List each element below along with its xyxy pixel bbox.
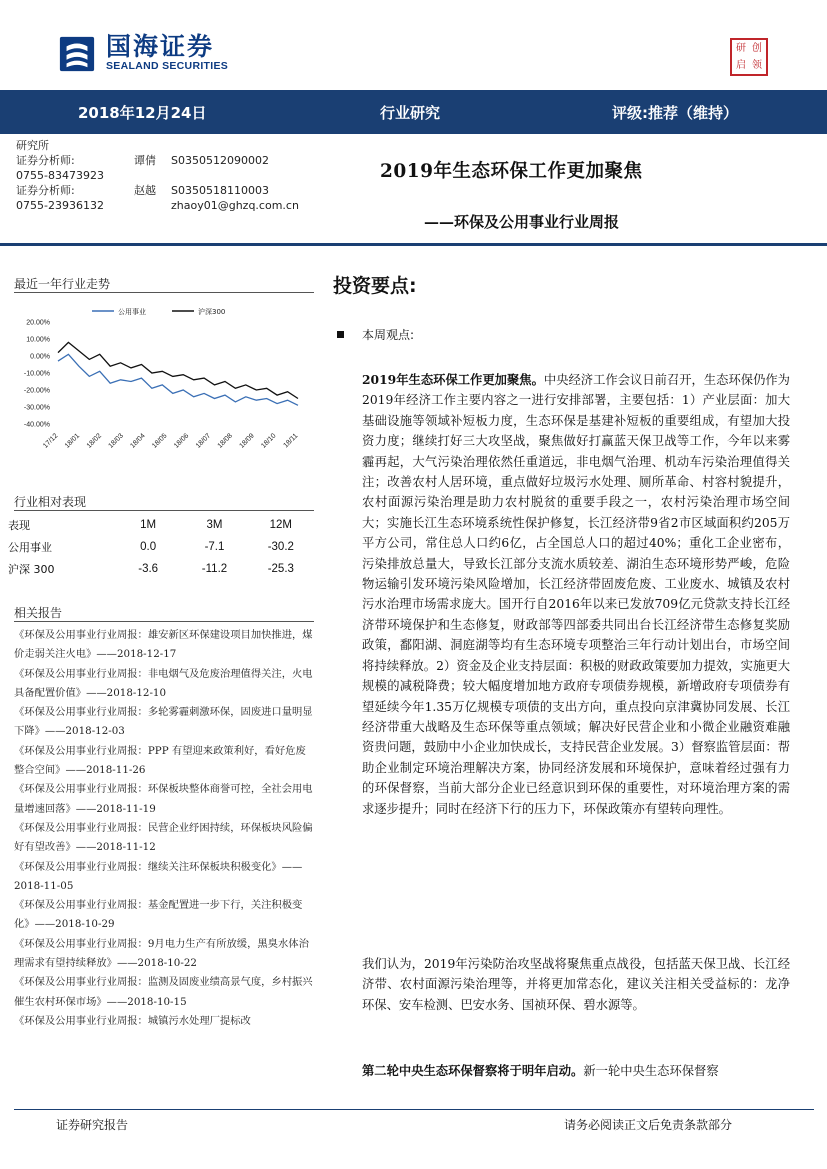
sealand-logo-icon [58,35,96,73]
brand-name-en: SEALAND SECURITIES [106,60,229,72]
paragraph-3-lead: 第二轮中央生态环保督察将于明年启动。 [362,1063,584,1078]
table-header-row [8,514,314,536]
related-report-link[interactable]: 《环保及公用事业行业周报：基金配置进一步下行，关注积极变化》——2018-10-29 [14,899,303,931]
section-divider [14,510,314,511]
table-cell: -30.2 [267,541,294,553]
y-tick-label: 0.00% [30,353,50,361]
related-report-link[interactable]: 《环保及公用事业行业周报：监测及固废业绩高景气度，乡村振兴催生农村环保市场》——2018-10-15 [14,976,313,1008]
table-cell: -11.2 [201,563,228,575]
seal-stamp-icon: 研 创 启 领 [730,38,768,76]
report-subtitle: ——环保及公用事业行业周报 [424,213,620,231]
table-cell: -7.1 [204,541,225,553]
report-type: 行业研究 [380,104,441,122]
x-tick-label: 17/12 [42,432,60,450]
related-report-link[interactable]: 《环保及公用事业行业周报：PPP 有望迎来政策利好，看好危废整合空间》——2018-11-26 [14,744,306,777]
section-divider [14,292,314,293]
related-report-link[interactable]: 《环保及公用事业行业周报：民营企业纾困持续，环保板块风险偏好有望改善》——2018-11-12 [14,821,313,854]
x-tick-label: 18/10 [260,432,278,450]
x-tick-label: 18/09 [238,432,256,450]
paragraph-3 [362,1061,790,1081]
paragraph-2: 我们认为，2019年污染防治攻坚战将聚焦重点战役，包括蓝天保卫战、长江经济带、农村面源污染治理等，并将更加常态化，建议关注相关受益标的：龙净环保、安车检测、巴安水务、国祯环保、碧水源等。 [362,957,790,1012]
paragraph-1-lead: 2019年生态环保工作更加聚焦。 [362,372,544,387]
trend-chart [14,300,314,460]
analyst-cert: S0350518110003 [171,184,269,197]
report-rating: 评级:推荐（维持） [612,104,738,122]
paragraph-1 [362,370,790,819]
analyst-row: 证券分析师: 赵越 S0350518110003 [16,184,269,197]
analyst-email[interactable]: zhaoy01@ghzq.com.cn [171,199,299,212]
paragraph-1-body: 中央经济工作会议日前召开，生态环保仍作为2019年经济工作主要内容之一进行安排部署，主要包括：1）产业层面：加大基础设施等领域补短板力度，生态环保是基建补短板的重要组成，有望加大投资力度；继续打好三大攻坚战，聚焦做好打赢蓝天保卫战等工作，今年以来雾霾再起，大气污染治理依然任重道远，非电烟气治理、机动车污染治理值得关注；改善农村人居环境，重点做好垃圾污水处理、厕所革命、村容村貌提升，农村面源污染治理是助力农村脱贫的重要手段之一，农村污染治理市场空间大；实施长江生态环境系统性保护修复，长江经济带9省2市区域面积约205万平方公司，常住总人口约6亿，占全国总人口的超过40%；重化工企业密布，污染排放总量大，导致长江部分支流水质较差、湖泊生态环境形势严峻，危险物运输引发环境污染风险增加，长江经济带固废危废、工业废水、城镇及农村污水治理市场需求庞大。国开行自2016年以来已发放709亿元贷款支持长江经济带环境保护和生态修复，财政部等四部委共同出台长江经济带生态修复奖励政策，鄱阳湖、洞庭湖等均有生态环境专项整治三年行动计划出台，市场空间将持续释放。2）资金及企业支持层面：积极的财政政策要加力提效，实施更大规模的减税降费；较大幅度增加地方政府专项债券规模，新增政府专项债券有望延续今年1.35万亿规模专项债的支出方向，重点投向京津冀协同发展、长江经济带重大战略及生态环保等重点领域；解决好民营企业和小微企业融资难融资贵问题，鼓励中小企业加快成长，支持民营企业发展。3）督察监管层面：帮助企业制定环境治理解决方案，协同经济发展和环境保护，意味着经过强有力的环保督察，当前大部分企业已经意识到环保的重要性，对环境治理方案的需求逐步提升；同时在经济下行的压力下，环保政策亦有望转向理性。 [362,373,790,816]
table-row [8,558,314,580]
paragraph-3-body: 新一轮中央生态环保督察 [583,1064,719,1078]
table-cell: 公用事业 [8,541,52,554]
table-header: 表现 [8,519,30,532]
investment-title: 投资要点: [333,275,417,297]
x-tick-label: 18/01 [63,432,82,450]
analyst-cert: S0350512090002 [171,154,269,167]
related-report-link[interactable]: 《环保及公用事业行业周报：9月电力生产有所放缓，黑臭水体治理需求有望持续释放》——2018-10-22 [14,937,309,970]
header-divider [0,243,827,246]
x-tick-label: 18/07 [194,432,213,450]
related-reports-list [14,626,314,1031]
footer-left: 证券研究报告 [56,1118,129,1132]
performance-table [8,514,314,580]
x-tick-label: 18/11 [282,432,300,450]
trend-chart-svg [14,300,314,460]
footer-divider [14,1109,814,1110]
related-report-link[interactable]: 《环保及公用事业行业周报：继续关注环保板块积极变化》——2018-11-05 [14,860,303,892]
analyst-name: 赵越 [134,184,156,197]
related-report-link[interactable]: 《环保及公用事业行业周报：多轮雾霾刺激环保，固废进口量明显下降》——2018-12-03 [14,706,313,738]
table-header: 1M [140,519,157,531]
related-report-link[interactable]: 《环保及公用事业行业周报：城镇污水处理厂提标改 [14,1014,251,1027]
table-row [8,536,314,558]
table-cell: -3.6 [138,563,159,575]
series-line [58,342,298,398]
related-report-link[interactable]: 《环保及公用事业行业周报：环保板块整体商誉可控，全社会用电量增速回落》——2018-11-19 [14,783,313,815]
table-cell: 0.0 [140,541,157,553]
x-tick-label: 18/05 [151,432,169,450]
trend-section-label: 最近一年行业走势 [14,277,111,291]
related-report-link[interactable]: 《环保及公用事业行业周报：非电烟气及危废治理值得关注，火电具备配置价值》——2018-12-10 [14,667,313,699]
legend-label: 沪深300 [198,308,226,316]
y-tick-label: 10.00% [26,336,50,344]
legend-label: 公用事业 [118,308,146,316]
related-section-label: 相关报告 [14,606,63,620]
y-tick-label: 20.00% [26,319,50,327]
y-tick-label: -10.00% [23,370,50,378]
brand-logo [58,34,228,73]
related-report-link[interactable]: 《环保及公用事业行业周报：雄安新区环保建设项目加快推进，煤价走弱关注火电》——2018-12-17 [14,629,313,661]
analyst-row: 证券分析师: 谭倩 S0350512090002 [16,154,269,167]
report-title: 2019年生态环保工作更加聚焦 [380,161,643,182]
x-tick-label: 18/06 [172,432,191,450]
analyst-name: 谭倩 [134,154,156,167]
weekly-view-label: 本周观点: [362,328,415,342]
report-date: 2018年12月24日 [78,104,207,122]
y-tick-label: -40.00% [23,421,50,429]
performance-section-label: 行业相对表现 [14,495,87,509]
section-divider [14,621,314,622]
series-line [58,354,298,405]
table-header: 12M [269,519,292,531]
table-header: 3M [206,519,223,531]
x-tick-label: 18/04 [129,432,147,450]
y-tick-label: -30.00% [23,404,50,412]
analyst-block [16,138,299,213]
table-cell: -25.3 [267,563,294,575]
x-tick-label: 18/02 [85,432,104,450]
footer-disclaimer: 请务必阅读正文后免责条款部分 [564,1118,733,1132]
bullet-square-icon [337,331,344,338]
table-cell: 沪深 300 [8,563,55,576]
brand-name-cn: 国海证券 [106,32,215,61]
analyst-phone-email: 0755-23936132 zhaoy01@ghzq.com.cn [16,199,299,212]
analyst-phone: 0755-83473923 [16,169,104,182]
x-tick-label: 18/08 [216,432,234,450]
header-bar [0,90,827,134]
institute-label: 研究所 [16,139,49,152]
x-tick-label: 18/03 [107,432,125,450]
y-tick-label: -20.00% [23,387,50,395]
